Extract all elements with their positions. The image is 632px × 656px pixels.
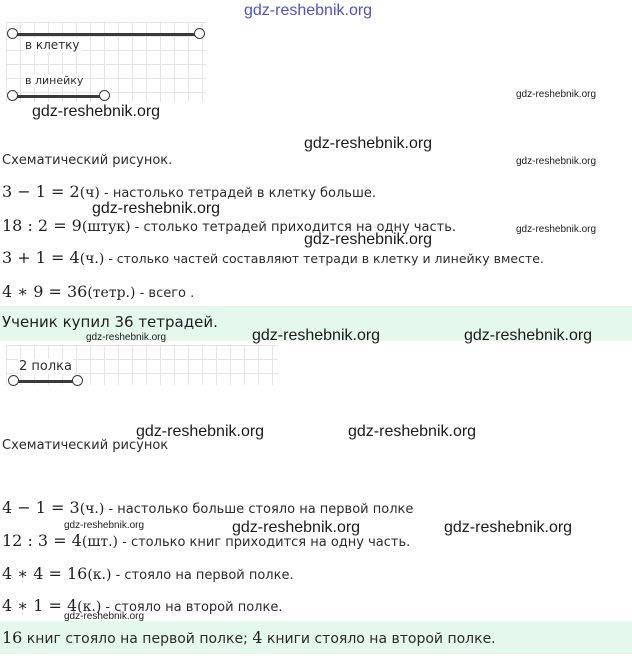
watermark: gdz-reshebnik.org [516, 156, 597, 167]
unit: (к.) [87, 567, 112, 583]
unit: (тетр.) [87, 285, 136, 301]
answer-2 [2, 628, 496, 647]
equation: 4 ∗ 1 = 4 [2, 596, 78, 615]
label-grid-notebooks: в клетку [25, 38, 80, 52]
watermark: gdz-reshebnik.org [86, 332, 167, 343]
solution-row [2, 282, 194, 301]
watermark: gdz-reshebnik.org [232, 519, 361, 536]
unit: (ч) [79, 185, 100, 201]
watermark: gdz-reshebnik.org [444, 519, 573, 536]
answer-number: 4 [252, 628, 263, 647]
segment-endpoint [194, 28, 205, 39]
solution-row [2, 564, 294, 583]
explanation: - столько частей составляют тетради в клетку и линейку вместе. [104, 251, 544, 266]
segment-grid-notebooks [13, 33, 201, 36]
explanation: - всего . [135, 286, 195, 301]
segment-endpoint [7, 28, 18, 39]
segment-lined-notebooks [13, 95, 105, 98]
watermark: gdz-reshebnik.org [136, 423, 265, 440]
label-shelf-2: 2 полка [19, 359, 72, 374]
unit: (ч.) [79, 501, 105, 517]
watermark: gdz-reshebnik.org [464, 327, 593, 344]
equation: 4 − 1 = 3 [2, 498, 80, 517]
watermark: gdz-reshebnik.org [304, 135, 433, 152]
explanation: - стояло на второй полке. [101, 600, 283, 615]
equation: 12 : 3 = 4 [2, 531, 82, 550]
watermark: gdz-reshebnik.org [244, 2, 373, 19]
equation: 18 : 2 = 9 [2, 216, 82, 235]
answer-text: книги стояло на второй полке. [262, 631, 496, 647]
watermark: gdz-reshebnik.org [304, 231, 433, 248]
segment-endpoint [7, 90, 18, 101]
unit: (ч.) [79, 251, 105, 267]
explanation: - настолько тетрадей в клетку больше. [99, 186, 376, 201]
section2-heading: Схематический рисунок [2, 438, 169, 453]
equation: 4 ∗ 4 = 16 [2, 564, 88, 583]
equation: 4 ∗ 9 = 36 [2, 282, 88, 301]
label-lined-notebooks: в линейку [25, 74, 84, 87]
section1-heading: Схематический рисунок. [2, 153, 173, 168]
explanation: - столько книг приходится на одну часть. [118, 535, 411, 550]
unit: (шт.) [81, 534, 118, 550]
explanation: - настолько больше стояло на первой полке [104, 502, 414, 517]
segment-endpoint [99, 90, 110, 101]
watermark: gdz-reshebnik.org [252, 327, 381, 344]
watermark: gdz-reshebnik.org [64, 520, 145, 531]
segment-endpoint [8, 375, 19, 386]
watermark: gdz-reshebnik.org [516, 224, 597, 235]
answer-1: Ученик купил 36 тетрадей. [2, 313, 218, 331]
watermark: gdz-reshebnik.org [92, 200, 221, 217]
solution-row [2, 182, 376, 201]
equation: 3 − 1 = 2 [2, 182, 80, 201]
solution-row [2, 498, 413, 517]
explanation: - стояло на первой полке. [111, 568, 294, 583]
answer-text: книг стояло на первой полке; [22, 631, 253, 647]
segment-endpoint [72, 375, 83, 386]
watermark: gdz-reshebnik.org [32, 103, 161, 120]
solution-row [2, 248, 544, 267]
unit: (штук) [81, 219, 131, 235]
unit: (к.) [77, 599, 102, 615]
equation: 3 + 1 = 4 [2, 248, 80, 267]
explanation: - столько тетрадей приходится на одну часть. [130, 220, 456, 235]
watermark: gdz-reshebnik.org [348, 423, 477, 440]
segment-shelf-2 [14, 380, 78, 383]
answer-number: 16 [2, 628, 23, 647]
watermark: gdz-reshebnik.org [64, 611, 145, 622]
watermark: gdz-reshebnik.org [516, 89, 597, 100]
